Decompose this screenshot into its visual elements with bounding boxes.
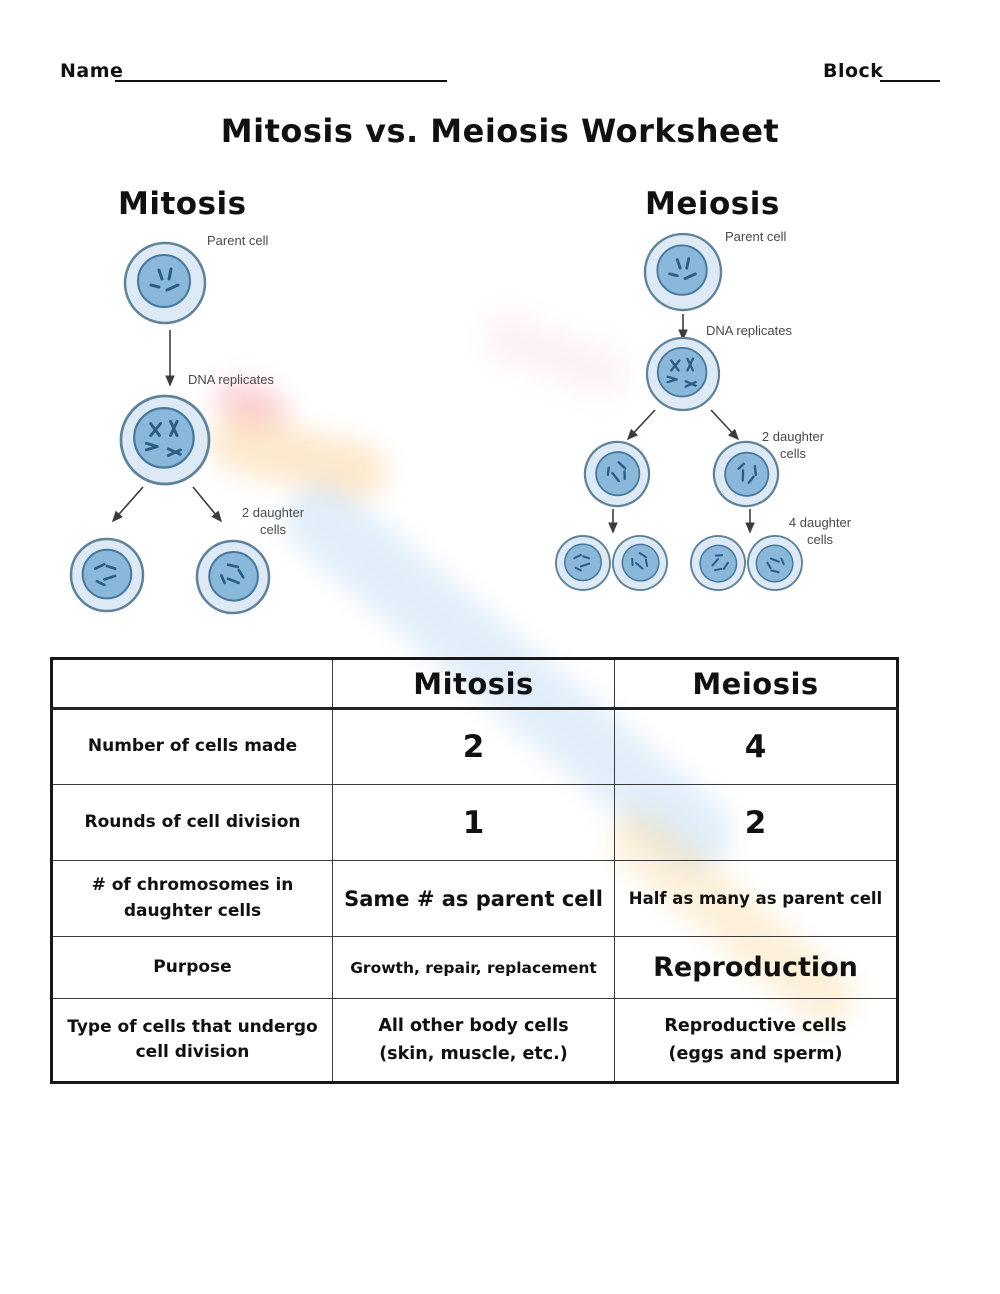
row-label-cell-types: Type of cells that undergo cell division [52, 999, 333, 1083]
block-blank-line [880, 80, 940, 82]
meiosis-daughter-cell-2 [603, 526, 677, 600]
cell-meiosis-number-of-cells: 4 [615, 709, 898, 785]
meiosis-two-daughter-label-line2: cells [779, 446, 807, 461]
mitosis-daughter-cell-2 [182, 526, 283, 627]
meiosis-daughter-cell-3 [681, 526, 755, 600]
meiosis-four-daughter-label-line2: cells [806, 532, 834, 547]
table-header-row [52, 659, 898, 709]
cell-meiosis-rounds: 2 [615, 785, 898, 861]
table-header-meiosis: Meiosis [615, 659, 898, 709]
meiosis-two-daughter-label-line1: 2 daughter [761, 429, 825, 444]
mitosis-replicated-cell [121, 396, 209, 484]
row-label-purpose: Purpose [52, 937, 333, 999]
cell-meiosis-cell-types: Reproductive cells (eggs and sperm) [615, 999, 898, 1083]
meiosis-diagram [535, 225, 885, 610]
row-label-rounds-of-division: Rounds of cell division [52, 785, 333, 861]
meiosis-intermediate-cell-2 [705, 433, 787, 515]
table-row [52, 785, 898, 861]
cell-mitosis-rounds: 1 [333, 785, 615, 861]
cell-mitosis-chromosomes: Same # as parent cell [333, 861, 615, 937]
table-header-empty [52, 659, 333, 709]
meiosis-replicated-cell [647, 338, 719, 410]
meiosis-arrow-right-icon [711, 410, 738, 439]
meiosis-arrow-left-icon [628, 410, 655, 439]
mitosis-daughter-label-line1: 2 daughter [241, 505, 305, 520]
mitosis-dna-replicates-label: DNA replicates [188, 372, 274, 387]
name-blank-line [115, 80, 447, 82]
name-label: Name [60, 60, 124, 82]
mitosis-daughter-cell-1 [71, 539, 143, 611]
mitosis-parent-cell-label: Parent cell [207, 233, 269, 248]
cell-meiosis-chromosomes: Half as many as parent cell [615, 861, 898, 937]
table-header-mitosis: Mitosis [333, 659, 615, 709]
meiosis-heading: Meiosis [645, 186, 780, 222]
meiosis-daughter-cell-4 [737, 525, 813, 601]
table-row [52, 861, 898, 937]
cell-meiosis-purpose: Reproduction [615, 937, 898, 999]
mitosis-parent-cell [125, 243, 205, 323]
cell-mitosis-number-of-cells: 2 [333, 709, 615, 785]
meiosis-parent-cell-label: Parent cell [725, 229, 787, 244]
meiosis-intermediate-cell-1 [576, 433, 658, 515]
mitosis-heading: Mitosis [118, 186, 247, 222]
row-label-chromosomes: # of chromosomes in daughter cells [52, 861, 333, 937]
block-label: Block [823, 60, 884, 82]
cell-mitosis-cell-types: All other body cells (skin, muscle, etc.) [333, 999, 615, 1083]
table-row [52, 999, 898, 1083]
meiosis-four-daughter-label-line1: 4 daughter [788, 515, 852, 530]
cell-mitosis-purpose: Growth, repair, replacement [333, 937, 615, 999]
mitosis-diagram [55, 225, 365, 635]
table-row [52, 709, 898, 785]
mitosis-arrow-right-icon [193, 487, 221, 521]
page-title: Mitosis vs. Meiosis Worksheet [220, 112, 780, 150]
mitosis-arrow-left-icon [113, 487, 143, 521]
meiosis-daughter-cell-1 [556, 536, 610, 590]
meiosis-dna-replicates-label: DNA replicates [706, 323, 792, 338]
row-label-number-of-cells: Number of cells made [52, 709, 333, 785]
table-row [52, 937, 898, 999]
comparison-table [50, 657, 899, 1084]
meiosis-parent-cell [645, 234, 721, 310]
mitosis-daughter-label-line2: cells [259, 522, 287, 537]
